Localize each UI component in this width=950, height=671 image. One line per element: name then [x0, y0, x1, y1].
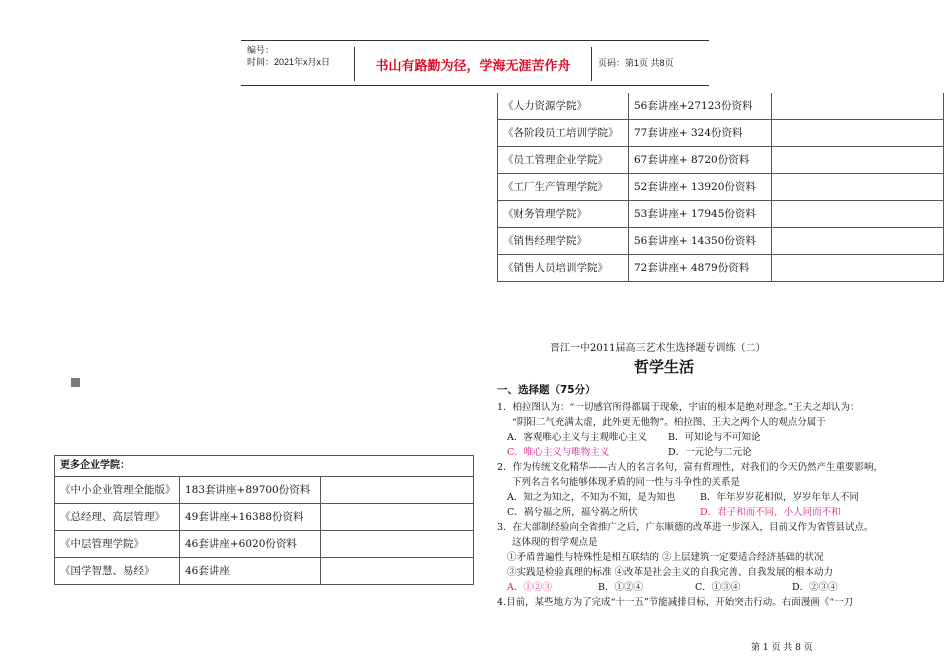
table-heading: 更多企业学院：	[55, 456, 474, 477]
table-row	[498, 174, 944, 201]
table-cell: 《销售人员培训学院》	[498, 255, 629, 282]
table-cell	[321, 558, 474, 585]
table-cell: 49套讲座+16388份资料	[180, 504, 321, 531]
question-2-option-b: B．年年岁岁花相似，岁岁年年人不同	[700, 492, 859, 503]
question-3-option-c: C．①③④	[695, 582, 741, 593]
table-cell: 56套讲座+27123份资料	[629, 93, 772, 120]
table-cell: 72套讲座+ 4879份资料	[629, 255, 772, 282]
table-cell	[321, 477, 474, 504]
table-cell	[772, 93, 944, 120]
table-cell: 46套讲座+6020份资料	[180, 531, 321, 558]
table-cell	[772, 174, 944, 201]
table-cell: 183套讲座+89700份资料	[180, 477, 321, 504]
question-4-stem: 4.目前，某些地方为了完成“十一五”节能减排目标，开始突击行动。右面漫画《“一刀	[497, 597, 854, 608]
table-cell	[321, 531, 474, 558]
bullet-square-icon	[71, 378, 80, 387]
exam-title: 哲学生活	[634, 358, 695, 376]
question-3-option-d: D．②③④	[792, 582, 838, 593]
table-row	[55, 531, 474, 558]
table-row	[498, 255, 944, 282]
table-row	[498, 93, 944, 120]
table-cell: 46套讲座	[180, 558, 321, 585]
table-cell: 56套讲座+ 14350份资料	[629, 228, 772, 255]
table-cell: 《人力资源学院》	[498, 93, 629, 120]
question-1-stem-cont: “阴阳二气充满太虚，此外更无他物”。柏拉图、王夫之两个人的观点分属于	[512, 417, 826, 428]
question-3-option-b: B．①②④	[598, 582, 643, 593]
table-row	[498, 120, 944, 147]
question-1-option-d: D．一元论与二元论	[668, 447, 752, 458]
table-row	[498, 201, 944, 228]
question-1-option-b: B．可知论与不可知论	[668, 432, 761, 443]
question-3-stem: 3．在大部制经验向全省推广之后，广东顺德的改革进一步深入，目前又作为省管县试点。	[497, 522, 874, 533]
table-cell: 《国学智慧、易经》	[55, 558, 180, 585]
table-row	[55, 477, 474, 504]
page-footer: 第 1 页 共 8 页	[751, 643, 813, 653]
question-3-option-a: A．①②③	[507, 582, 552, 593]
question-1-stem: 1．柏拉图认为：“一切感官所得都属于现象，宇宙的根本是绝对理念。”王夫之却认为：	[497, 402, 860, 413]
page-header	[241, 40, 709, 86]
question-2-stem-cont: 下列名言名句能够体现矛盾的同一性与斗争性的关系是	[512, 477, 741, 488]
table-cell: 《中小企业管理全能版》	[55, 477, 180, 504]
question-2-option-c: C．祸兮福之所，福兮祸之所伏	[507, 507, 638, 518]
table-cell: 77套讲座+ 324份资料	[629, 120, 772, 147]
table-cell: 《财务管理学院》	[498, 201, 629, 228]
table-cell: 《员工管理企业学院》	[498, 147, 629, 174]
table-cell: 67套讲座+ 8720份资料	[629, 147, 772, 174]
table-cell: 《总经理、高层管理》	[55, 504, 180, 531]
table-cell: 《工厂生产管理学院》	[498, 174, 629, 201]
question-3-stem-cont: 这体现的哲学观点是	[512, 537, 598, 548]
date-label: 时间：2021年x月x日	[247, 57, 331, 67]
table-row	[55, 558, 474, 585]
exam-subtitle: 晋江一中2011届高三艺术生选择题专训练（二）	[550, 343, 766, 354]
table-cell	[772, 120, 944, 147]
table-cell: 《销售经理学院》	[498, 228, 629, 255]
table-row	[498, 228, 944, 255]
question-3-statements-1: ①矛盾普遍性与特殊性是相互联结的 ②上层建筑一定要适合经济基础的状况	[507, 552, 824, 563]
more-academies-table	[54, 455, 474, 585]
table-row	[498, 147, 944, 174]
table-cell: 53套讲座+ 17945份资料	[629, 201, 772, 228]
table-cell: 《各阶段员工培训学院》	[498, 120, 629, 147]
table-cell: 《中层管理学院》	[55, 531, 180, 558]
motto: 书山有路勤为径，学海无涯苦作舟	[354, 47, 592, 81]
question-1-option-a: A．客观唯心主义与主观唯心主义	[507, 432, 647, 443]
table-heading-row	[55, 456, 474, 477]
serial-label: 编号：	[247, 45, 275, 55]
table-cell	[772, 228, 944, 255]
question-1-option-c: C．唯心主义与唯物主义	[507, 447, 610, 458]
question-2-option-d: D．君子和而不同，小人同而不和	[700, 507, 841, 518]
table-cell: 52套讲座+ 13920份资料	[629, 174, 772, 201]
question-3-statements-2: ③实践是检验真理的标准 ④改革是社会主义的自我完善、自我发展的根本动力	[507, 567, 834, 578]
table-cell	[772, 255, 944, 282]
table-cell	[321, 504, 474, 531]
question-2-stem: 2．作为传统文化精华——古人的名言名句，富有哲理性，对我们的今天仍然产生重要影响，	[497, 462, 884, 473]
table-cell	[772, 201, 944, 228]
page-number: 页码：第1页 共8页	[598, 58, 674, 68]
table-row	[55, 504, 474, 531]
question-2-option-a: A．知之为知之，不知为不知，是为知也	[507, 492, 676, 503]
section-heading: 一、选择题（75分）	[497, 384, 596, 396]
table-cell	[772, 147, 944, 174]
academy-table	[497, 93, 944, 282]
